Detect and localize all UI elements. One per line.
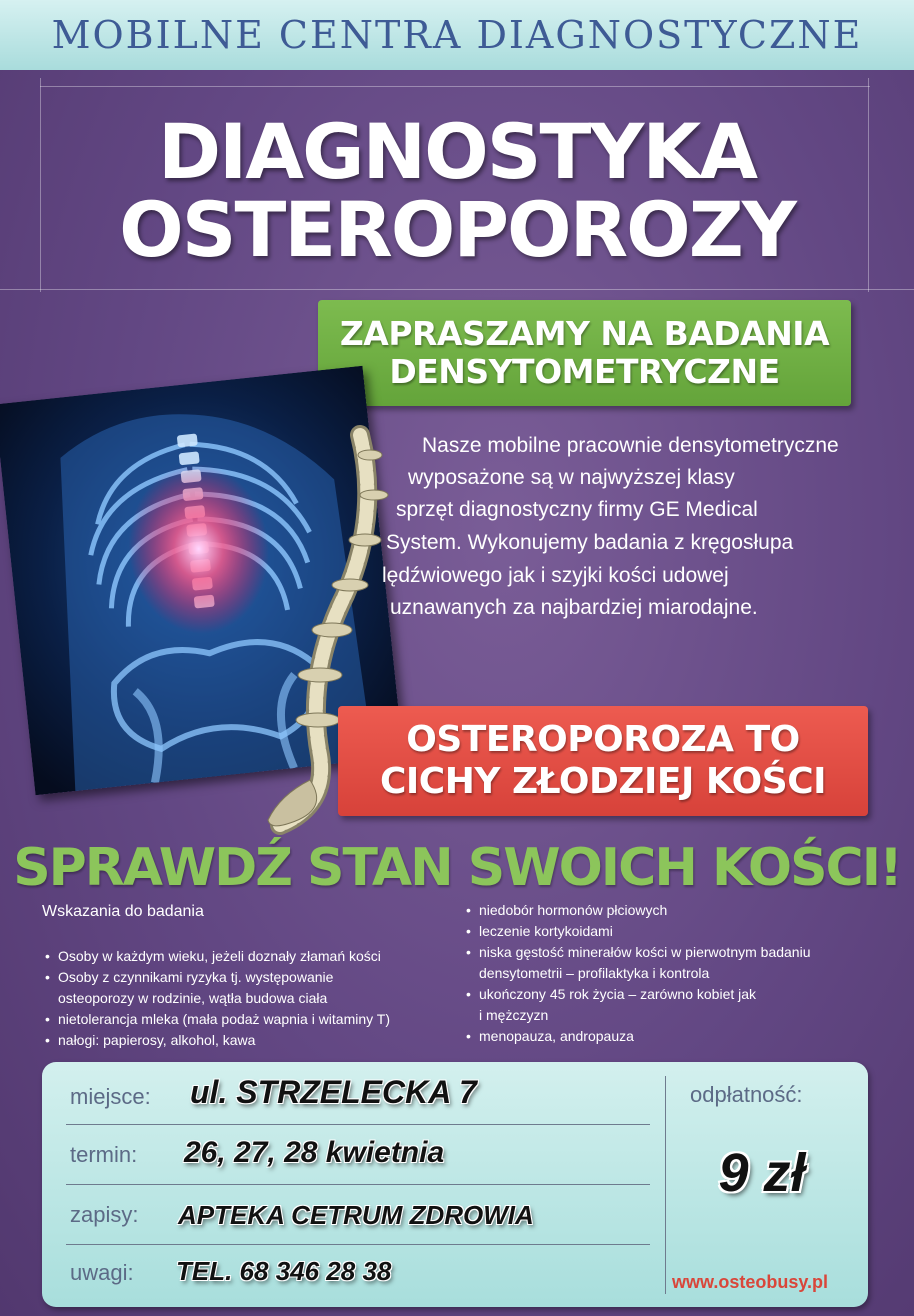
header-band — [0, 0, 914, 70]
divider — [66, 1124, 650, 1125]
price-label: odpłatność: — [690, 1082, 803, 1107]
list-item: • niedobór hormonów płciowych — [463, 900, 810, 921]
list-item: • nałogi: papierosy, alkohol, kawa — [42, 1030, 390, 1051]
description-line: uznawanych za najbardziej miarodajne. — [390, 596, 758, 619]
vertical-divider — [665, 1076, 666, 1294]
headline: SPRAWDŹ STAN SWOICH KOŚCI! — [13, 838, 901, 898]
signup-value: APTEKA CETRUM ZDROWIA — [178, 1200, 534, 1230]
indications-list-right — [463, 900, 810, 1047]
frame-line-middle — [0, 289, 914, 290]
list-item: • leczenie kortykoidami — [463, 921, 810, 942]
description-line: lędźwiowego jak i szyjki kości udowej — [382, 564, 729, 587]
indications-list-left — [42, 946, 390, 1051]
list-item: • Osoby z czynnikami ryzyka tj. występowanie — [42, 967, 390, 988]
red-callout — [338, 706, 868, 816]
notes-value: TEL. 68 346 28 38 — [176, 1256, 392, 1286]
frame-line-top — [40, 86, 870, 87]
divider — [66, 1184, 650, 1185]
list-item: i mężczyzn — [479, 1007, 549, 1023]
place-label: miejsce: — [70, 1084, 151, 1109]
price-value: 9 zł — [718, 1143, 806, 1203]
description-line: sprzęt diagnostyczny firmy GE Medical — [396, 498, 758, 521]
main-title-line2: OSTEROPOROZY — [119, 185, 795, 274]
date-label: termin: — [70, 1142, 138, 1167]
green-callout-line2: DENSYTOMETRYCZNE — [389, 352, 780, 391]
description-line: Nasze mobilne pracownie densytometryczne — [422, 434, 839, 457]
website-link[interactable]: www.osteobusy.pl — [672, 1272, 829, 1292]
signup-label: zapisy: — [70, 1202, 139, 1227]
divider — [66, 1244, 650, 1245]
list-item: osteoporozy w rodzinie, wątła budowa ciała — [58, 990, 328, 1006]
place-value: ul. STRZELECKA 7 — [190, 1074, 477, 1110]
indications-title: Wskazania do badania — [42, 903, 204, 920]
list-item: • ukończony 45 rok życia – zarówno kobiet jak — [463, 984, 810, 1005]
green-callout — [318, 300, 851, 406]
red-callout-line2: CICHY ZŁODZIEJ KOŚCI — [379, 761, 827, 802]
red-callout-line1: OSTEROPOROZA TO — [406, 719, 800, 760]
list-item: • nietolerancja mleka (mała podaż wapnia i witaminy T) — [42, 1009, 390, 1030]
description-line: System. Wykonujemy badania z kręgosłupa — [386, 531, 794, 554]
description-line: wyposażone są w najwyższej klasy — [408, 466, 735, 489]
info-panel — [42, 1062, 868, 1307]
header-title: MOBILNE CENTRA DIAGNOSTYCZNE — [51, 13, 863, 57]
list-item: • niska gęstość minerałów kości w pierwotnym badaniu — [463, 942, 810, 963]
green-callout-line1: ZAPRASZAMY NA BADANIA — [339, 314, 830, 353]
list-item: • Osoby w każdym wieku, jeżeli doznały złamań kości — [42, 946, 390, 967]
main-title-line1: DIAGNOSTYKA — [157, 107, 757, 196]
notes-label: uwagi: — [70, 1260, 134, 1285]
list-item: densytometrii – profilaktyka i kontrola — [479, 965, 710, 981]
date-value: 26, 27, 28 kwietnia — [184, 1136, 445, 1169]
list-item: • menopauza, andropauza — [463, 1026, 810, 1047]
